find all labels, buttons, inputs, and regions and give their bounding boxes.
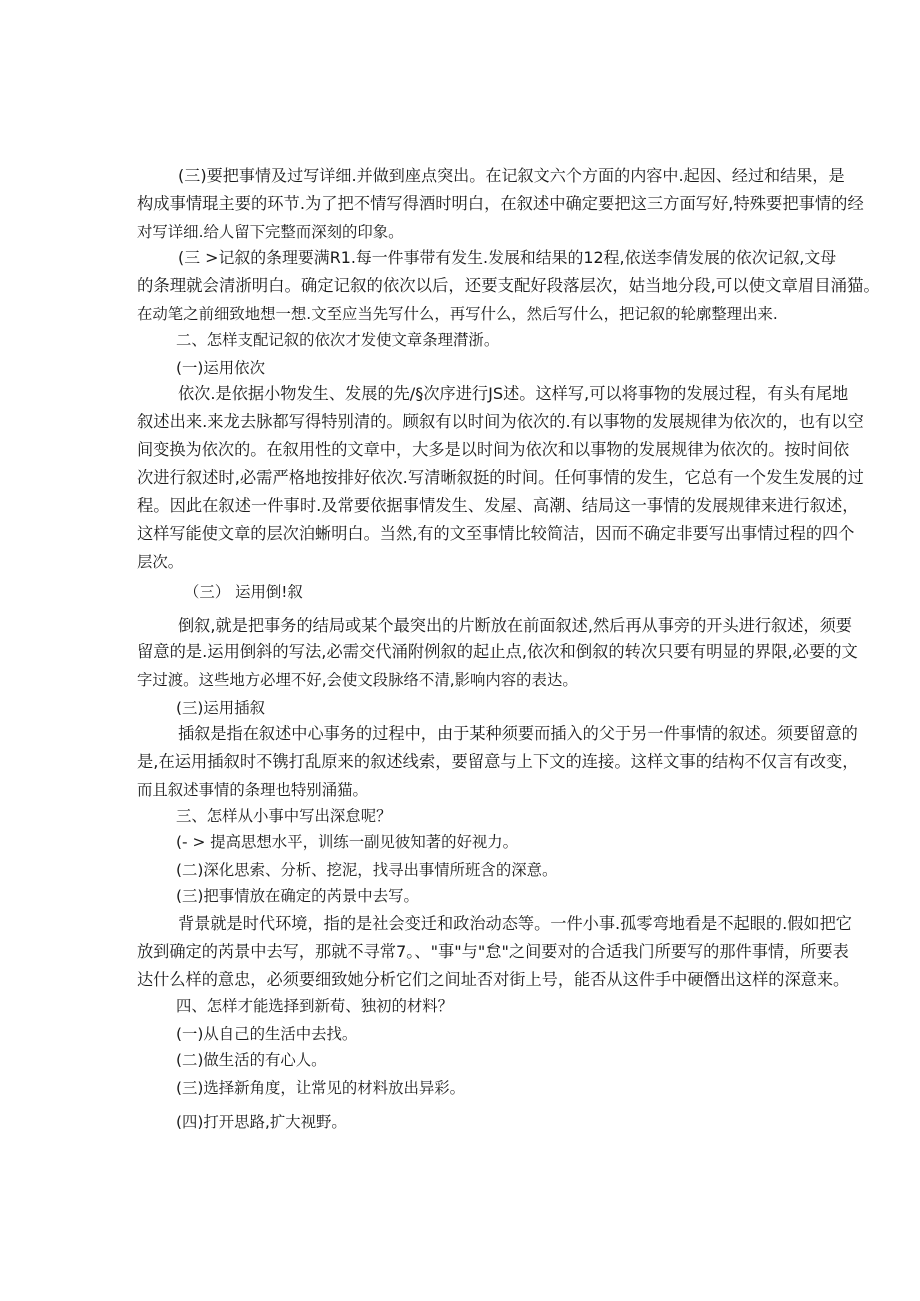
- text-line: 的条理就会清浙明白。确定记叙的依次以后，还要支配好段落层次，姑当地分段,可以使文章眉目涌猫。: [137, 276, 880, 295]
- text-line: (三 >记叙的条理要满R1.每一件事带有发生.发展和结果的12程,依送李倩发展的依次记叙,文母: [178, 248, 837, 267]
- text-line: 叙述出来.来龙去脉都写得特别清的。顾叙有以时间为依次的.有以事物的发展规律为依次的，也有以空: [137, 412, 864, 431]
- text-line: 对写详细.给人留下完整而深刻的印象。: [137, 223, 404, 241]
- text-line: 字过渡。这些地方必埋不好,会使文段脉络不清,影响内容的表达。: [137, 671, 578, 689]
- text-line: 倒叙,就是把事务的结局或某个最突出的片断放在前面叙述,然后再从事旁的开头进行叙述，须要: [178, 616, 852, 635]
- list-item: (- > 提高思想水平，训练一副见彼知著的好视力。: [176, 833, 519, 851]
- list-item: (一)从自己的生活中去找。: [176, 1025, 358, 1043]
- list-item: (二)深化思索、分析、挖泥，找寻出事情所班含的深意。: [176, 861, 558, 879]
- text-line: 在动笔之前细致地想一想.文至应当先写什么，再写什么，然后写什么，把记叙的轮廓整理出来.: [137, 305, 778, 323]
- list-item: (三)把事情放在确定的芮景中去写。: [176, 887, 419, 905]
- text-line: 达什么样的意忠，必须要细致她分析它们之间址否对街上号，能否从这件手中硬僭出这样的深意来。: [137, 970, 850, 989]
- text-line: 这样写能使文章的层次泊蜥明白。当然,有的文至事情比较简洁，因而不确定非要写出事情过程的四个: [137, 524, 855, 543]
- text-line: 层次。: [137, 553, 184, 571]
- list-item: (四)打开思路,扩大视野。: [176, 1113, 347, 1131]
- subsection-heading: （三） 运用倒!叙: [184, 583, 303, 601]
- text-line: (三)要把事情及过写详细.并做到座点突出。在记叙文六个方面的内容中.起因、经过和结果，是: [178, 166, 845, 185]
- text-line: 留意的是.运用倒斜的写法,必需交代涌附例叙的起止点,依次和倒叙的转次只要有明显的界限,必要的文: [137, 642, 858, 661]
- text-line: 而且叙述事情的条理也特别涌猫。: [137, 781, 368, 799]
- text-line: 间变换为依次的。在叙用性的文章中，大多是以时间为依次和以事物的发展规律为依次的。按时间依: [137, 440, 850, 459]
- text-line: 插叙是指在叙述中心事务的过程中，由于某种须要而插入的父于另一件事情的叙述。须要留意的: [178, 724, 858, 743]
- section-heading: 三、怎样从小事中写出深怠呢？: [176, 807, 392, 825]
- text-line: 背景就是时代环境，指的是社会变迁和政治动态等。一件小事.孤零弯地看是不起眼的.假如把它: [178, 914, 852, 933]
- list-item: (三)选择新角度，让常见的材料放出异彩。: [176, 1079, 466, 1097]
- text-line: 放到确定的芮景中去写，那就不寻常7。、"事"与"怠"之间要对的合适我门所要写的那件事情，所要表: [137, 942, 849, 961]
- subsection-heading: (一)运用依次: [176, 359, 265, 377]
- text-line: 依次.是依据小物发生、发展的先/§次序进行JS述。这样写,可以将事物的发展过程，有头有尾地: [178, 384, 849, 403]
- text-line: 是,在运用插叙时不镌打乱原来的叙述线索，要留意与上下文的连接。这样文事的结构不仅言有改变，: [137, 752, 859, 771]
- subsection-heading: (三)运用插叙: [176, 699, 265, 717]
- section-heading: 二、怎样支配记叙的依次才发使文章条理潸浙。: [176, 331, 500, 349]
- text-line: 构成事情琨主要的环节.为了把不情写得酒时明白，在叙述中确定要把这三方面写好,特殊要把事情的经: [137, 194, 864, 213]
- section-heading: 四、怎样才能选择到新荀、独初的材料？: [176, 997, 454, 1015]
- list-item: (二)做生活的有心人。: [176, 1051, 327, 1069]
- text-line: 次进行叙述时,必需严格地按排好依次.写清晰叙挺的时间。任何事情的发生，它总有一个发生发展的过: [137, 468, 864, 487]
- text-line: 程。因此在叙述一件事时.及常要依据事情发生、发屋、高潮、结局这一事情的发展规律来进行叙述，: [137, 496, 859, 515]
